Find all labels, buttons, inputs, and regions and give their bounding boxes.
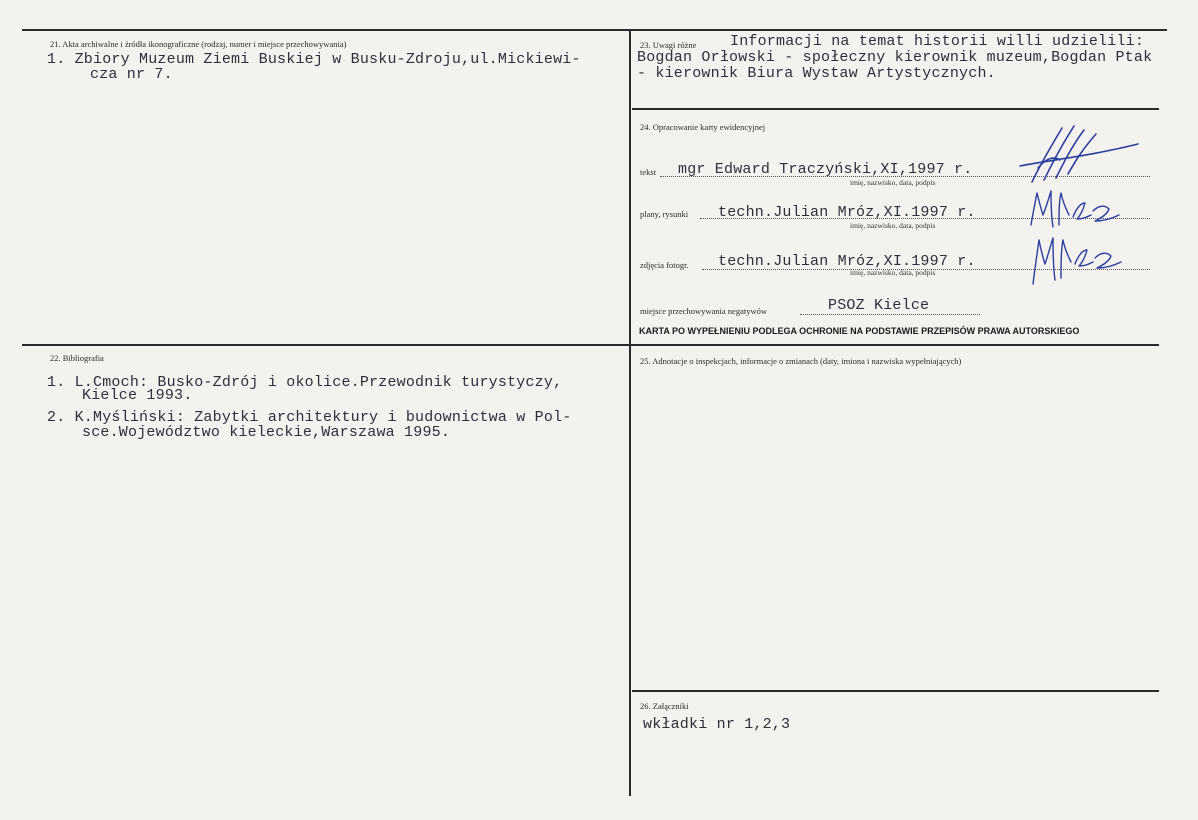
negatives-dotted-line [800,314,980,315]
signature-traczynski [1010,120,1150,190]
field21-line1: 1. Zbiory Muzeum Ziemi Buskiej w Busku-Zdroju,ul.Mickiewi- [47,51,581,68]
text-value: mgr Edward Traczyński,XI,1997 r. [678,161,973,178]
field23-line2: Bogdan Orłowski - społeczny kierownik muzeum,Bogdan Ptak [637,49,1153,66]
negatives-value: PSOZ Kielce [828,297,930,314]
text-label: tekst [640,167,657,177]
field24-label: 24. Opracowanie karty ewidencyjnej [640,122,766,132]
negatives-label: miejsce przechowywania negatywów [640,306,767,316]
field21-label: 21. Akta archiwalne i źródła ikonograficzne (rodzaj, numer i miejsce przechowywania) [50,39,347,49]
field25-label: 25. Adnotacje o inspekcjach, informacje o zmianach (daty, imiona i nazwiska wypełniających) [640,356,962,366]
middle-divider [22,344,1159,346]
signature-mroz-2 [1025,228,1145,288]
field23-line3: - kierownik Biura Wystaw Artystycznych. [637,65,996,82]
field21-line2: cza nr 7. [90,66,173,83]
plans-caption: imię, nazwisko, data, podpis [850,221,936,230]
top-border [22,29,1167,31]
text-caption: imię, nazwisko, data, podpis [850,178,936,187]
photos-label: zdjęcia fotogr. [640,260,689,270]
field26-label: 26. Załączniki [640,701,689,711]
field23-line1: Informacji na temat historii willi udzielili: [730,33,1145,50]
bibliography-item1-line1: 1. L.Cmoch: Busko-Zdrój i okolice.Przewodnik turystyczy, [47,374,563,391]
field23-label: 23. Uwagi różne [640,40,697,50]
photos-caption: imię, nazwisko, data, podpis [850,268,936,277]
right-divider-23-24 [632,108,1159,110]
photos-value: techn.Julian Mróz,XI.1997 r. [718,253,976,270]
plans-label: plany, rysunki [640,209,689,219]
bibliography-item2-line2: sce.Województwo kieleckie,Warszawa 1995. [82,424,451,441]
plans-value: techn.Julian Mróz,XI.1997 r. [718,204,976,221]
copyright-notice: KARTA PO WYPEŁNIENIU PODLEGA OCHRONIE NA PODSTAWIE PRZEPISÓW PRAWA AUTORSKIEGO [639,326,1080,336]
attachments-value: wkładki nr 1,2,3 [643,716,791,733]
right-divider-25-26 [632,690,1159,692]
center-divider [629,29,631,796]
bibliography-item1-line2: Kielce 1993. [82,387,193,404]
field22-label: 22. Bibliografia [50,353,104,363]
bibliography-item2-line1: 2. K.Myśliński: Zabytki architektury i budownictwa w Pol- [47,409,572,426]
